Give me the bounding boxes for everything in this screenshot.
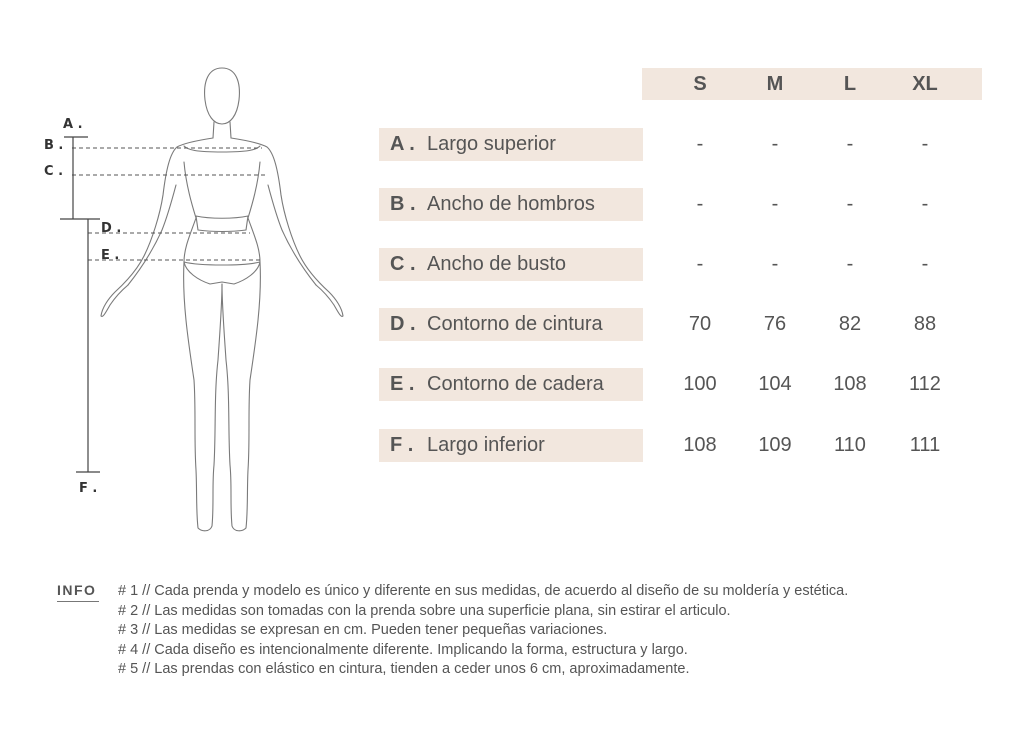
cell-b-s: - [696, 193, 704, 215]
row-letter: F . [390, 434, 414, 456]
cell-b-m: - [771, 193, 779, 215]
size-m: M [766, 73, 784, 95]
row-letter: A . [390, 133, 415, 155]
row-name: Contorno de cadera [427, 373, 604, 395]
cell-b-xl: - [921, 193, 929, 215]
cell-f-xl: 111 [909, 434, 941, 456]
marker-c: C . [44, 164, 64, 179]
row-c-label [379, 248, 643, 281]
cell-a-l: - [846, 133, 854, 155]
cell-c-s: - [696, 253, 704, 275]
cell-c-xl: - [921, 253, 929, 275]
row-letter: D . [390, 313, 416, 335]
cell-f-m: 109 [758, 434, 792, 456]
row-name: Ancho de busto [427, 253, 566, 275]
info-line-3: # 3 // Las medidas se expresan en cm. Pueden tener pequeñas variaciones. [118, 622, 608, 638]
marker-a: A . [63, 117, 83, 132]
cell-f-l: 110 [834, 434, 866, 456]
info-line-1: # 1 // Cada prenda y modelo es único y diferente en sus medidas, de acuerdo al diseño de su moldería y estética. [118, 583, 849, 599]
size-l: L [843, 73, 857, 95]
marker-d: D . [101, 221, 122, 236]
cell-d-xl: 88 [913, 313, 937, 335]
size-header [642, 68, 982, 100]
marker-e: E . [101, 248, 120, 263]
size-xl: XL [912, 73, 938, 95]
cell-f-s: 108 [683, 434, 717, 456]
cell-e-m: 104 [758, 373, 792, 395]
cell-e-s: 100 [683, 373, 717, 395]
cell-d-m: 76 [763, 313, 787, 335]
row-f-label [379, 429, 643, 462]
row-letter: B . [390, 193, 416, 215]
info-line-2: # 2 // Las medidas son tomadas con la prenda sobre una superficie plana, sin estirar el articulo. [118, 602, 731, 619]
body-measurement-figure [0, 0, 380, 560]
row-d-label [379, 308, 643, 341]
marker-b: B . [44, 138, 64, 153]
info-notes [118, 582, 998, 680]
cell-c-m: - [771, 253, 779, 275]
row-a-label [379, 128, 643, 161]
info-line-4: # 4 // Cada diseño es intencionalmente diferente. Implicando la forma, estructura y largo. [118, 641, 688, 658]
cell-c-l: - [846, 253, 854, 275]
row-name: Contorno de cintura [427, 313, 603, 335]
marker-f: F . [79, 481, 98, 496]
cell-d-l: 82 [838, 313, 862, 335]
cell-a-m: - [771, 133, 779, 155]
row-letter: C . [390, 253, 416, 275]
cell-a-xl: - [921, 133, 929, 155]
info-underline [57, 601, 99, 602]
cell-a-s: - [696, 133, 704, 155]
cell-e-xl: 112 [909, 373, 941, 395]
cell-b-l: - [846, 193, 854, 215]
row-name: Largo inferior [427, 434, 545, 456]
row-letter: E . [390, 373, 415, 395]
row-e-label [379, 368, 643, 401]
info-line-5: # 5 // Las prendas con elástico en cintura, tienden a ceder unos 6 cm, aproximadamente. [118, 661, 690, 677]
info-title: INFO [57, 582, 97, 598]
cell-e-l: 108 [833, 373, 867, 395]
size-s: S [693, 73, 707, 95]
row-name: Largo superior [427, 133, 556, 155]
cell-d-s: 70 [688, 313, 712, 335]
row-b-label [379, 188, 643, 221]
row-name: Ancho de hombros [427, 193, 595, 215]
